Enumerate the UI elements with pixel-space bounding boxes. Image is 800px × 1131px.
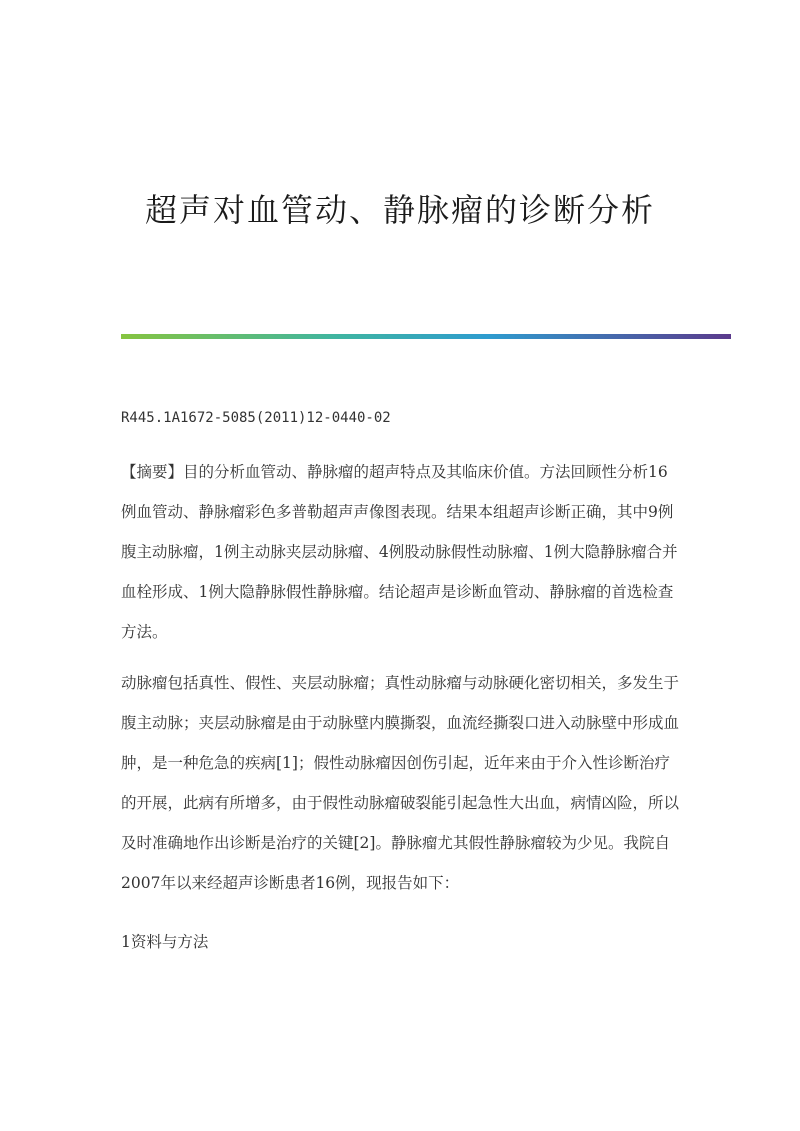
document-title: 超声对血管动、静脉瘤的诊断分析: [144, 191, 655, 229]
intro-paragraph: 动脉瘤包括真性、假性、夹层动脉瘤；真性动脉瘤与动脉硬化密切相关，多发生于腹主动脉；夹层动脉瘤是由于动脉壁内膜撕裂，血流经撕裂口进入动脉壁中形成血肿，是一种危急的疾病[1]；假性动脉瘤因创伤引起，近年来由于介入性诊断治疗的开展，此病有所增多，由于假性动脉瘤破裂能引起急性大出血，病情凶险，所以及时准确地作出诊断是治疗的关键[2]。静脉瘤尤其假性静脉瘤较为少见。我院自2007年以来经超声诊断患者16例，现报告如下：: [121, 674, 680, 892]
title-divider: [121, 334, 731, 339]
section-heading: 1资料与方法: [121, 933, 209, 951]
document-id: R445.1A1672-5085(2011)12-0440-02: [121, 410, 391, 426]
abstract-paragraph: 【摘要】目的分析血管动、静脉瘤的超声特点及其临床价值。方法回顾性分析16例血管动、静脉瘤彩色多普勒超声声像图表现。结果本组超声诊断正确，其中9例腹主动脉瘤，1例主动脉夹层动脉瘤、4例股动脉假性动脉瘤、1例大隐静脉瘤合并血栓形成、1例大隐静脉假性静脉瘤。结论超声是诊断血管动、静脉瘤的首选检查方法。: [121, 463, 678, 641]
